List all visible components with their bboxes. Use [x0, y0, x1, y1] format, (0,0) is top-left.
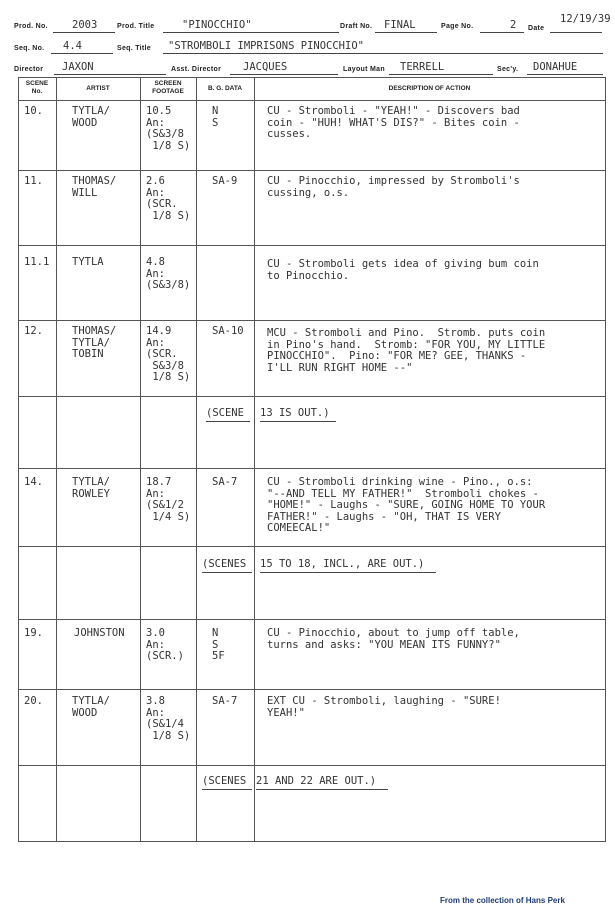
scene-number: 19.: [24, 627, 43, 639]
action-description: 21 AND 22 ARE OUT.): [256, 775, 377, 787]
action-description: CU - Pinocchio, about to jump off table, turns and asks: "YOU MEAN ITS FUNNY?": [267, 627, 520, 651]
bg-data: SA-7: [212, 476, 238, 488]
bg-data: (SCENES: [202, 558, 247, 570]
artist: TYTLA/ ROWLEY: [72, 476, 110, 500]
scene-number: 14.: [24, 476, 43, 488]
layout-man-label: Layout Man: [343, 66, 385, 73]
date-label: Date: [528, 25, 545, 32]
asst-director-label: Asst. Director: [171, 66, 222, 73]
screen-footage: 2.6 An: (SCR. 1/8 S): [146, 175, 191, 222]
artist: TYTLA/ WOOD: [72, 105, 110, 129]
action-description: MCU - Stromboli and Pino. Stromb. puts coin in Pino's hand. Stromb: "FOR YOU, MY LITTLE PINOCCHIO". Pino: "FOR ME? GEE, THANKS - I'LL RUN RIGHT HOME --": [267, 327, 546, 374]
bg-data: SA-7: [212, 695, 238, 707]
director-value: JAXON: [62, 61, 94, 73]
action-description: CU - Stromboli drinking wine - Pino., o.s: "--AND TELL MY FATHER!" Stromboli chokes - "HOME!" - Laughs - "SURE, GOING HOME TO YOUR FATHER!" - Laughs - "OH, THAT IS VERY COMEECAL!": [267, 476, 546, 534]
action-description: 13 IS OUT.): [260, 407, 330, 419]
secy-label: Sec'y.: [497, 66, 519, 73]
scene-number: 20.: [24, 695, 43, 707]
artist: TYTLA/ WOOD: [72, 695, 110, 719]
scene-number: 12.: [24, 325, 43, 337]
draft-no-value: FINAL: [384, 19, 416, 31]
action-description: CU - Pinocchio, impressed by Stromboli's cussing, o.s.: [267, 175, 520, 199]
artist: THOMAS/ WILL: [72, 175, 117, 199]
date-value: 12/19/39: [560, 13, 611, 25]
artist: TYTLA: [72, 256, 104, 268]
collection-credit: From the collection of Hans Perk: [440, 896, 565, 905]
layout-man-value: TERRELL: [400, 61, 445, 73]
action-description: 15 TO 18, INCL., ARE OUT.): [260, 558, 425, 570]
scene-number: 10.: [24, 105, 43, 117]
screen-footage: 18.7 An: (S&1/2 1/4 S): [146, 476, 191, 523]
bg-data: (SCENES: [202, 775, 247, 787]
screen-footage: 3.0 An: (SCR.): [146, 627, 184, 662]
prod-no-value: 2003: [72, 19, 98, 31]
seq-no-label: Seq. No.: [14, 45, 45, 52]
seq-no-value: 4.4: [63, 40, 82, 52]
secy-value: DONAHUE: [533, 61, 578, 73]
seq-title-value: "STROMBOLI IMPRISONS PINOCCHIO": [168, 40, 364, 52]
director-label: Director: [14, 66, 44, 73]
asst-director-value: JACQUES: [243, 61, 288, 73]
page-no-label: Page No.: [441, 23, 474, 30]
scene-number: 11.: [24, 175, 43, 187]
draft-no-label: Draft No.: [340, 23, 373, 30]
seq-title-label: Seq. Title: [117, 45, 151, 52]
prod-no-label: Prod. No.: [14, 23, 48, 30]
col-bg-header: B. G. DATA: [207, 85, 243, 92]
col-footage-header: SCREEN FOOTAGE: [152, 80, 184, 95]
col-artist-header: ARTIST: [86, 85, 110, 92]
prod-title-label: Prod. Title: [117, 23, 155, 30]
artist: THOMAS/ TYTLA/ TOBIN: [72, 325, 117, 360]
action-description: EXT CU - Stromboli, laughing - "SURE! YEAH!": [267, 695, 501, 719]
page-no-value: 2: [510, 19, 517, 31]
prod-title-value: "PINOCCHIO": [182, 19, 252, 31]
screen-footage: 4.8 An: (S&3/8): [146, 256, 191, 291]
screen-footage: 3.8 An: (S&1/4 1/8 S): [146, 695, 191, 742]
bg-data: (SCENE: [206, 407, 244, 419]
col-action-header: DESCRIPTION OF ACTION: [388, 85, 471, 92]
col-scene-header: SCENE No.: [25, 80, 49, 95]
action-description: CU - Stromboli - "YEAH!" - Discovers bad coin - "HUH! WHAT'S DIS?" - Bites coin - cusses.: [267, 105, 520, 140]
screen-footage: 10.5 An: (S&3/8 1/8 S): [146, 105, 191, 152]
bg-data: N S: [212, 105, 219, 129]
bg-data: N S 5F: [212, 627, 225, 662]
bg-data: SA-10: [212, 325, 244, 337]
bg-data: SA-9: [212, 175, 238, 187]
action-description: CU - Stromboli gets idea of giving bum coin to Pinocchio.: [267, 258, 539, 282]
scene-number: 11.1: [24, 256, 50, 268]
screen-footage: 14.9 An: (SCR. S&3/8 1/8 S): [146, 325, 191, 383]
artist: JOHNSTON: [74, 627, 125, 639]
